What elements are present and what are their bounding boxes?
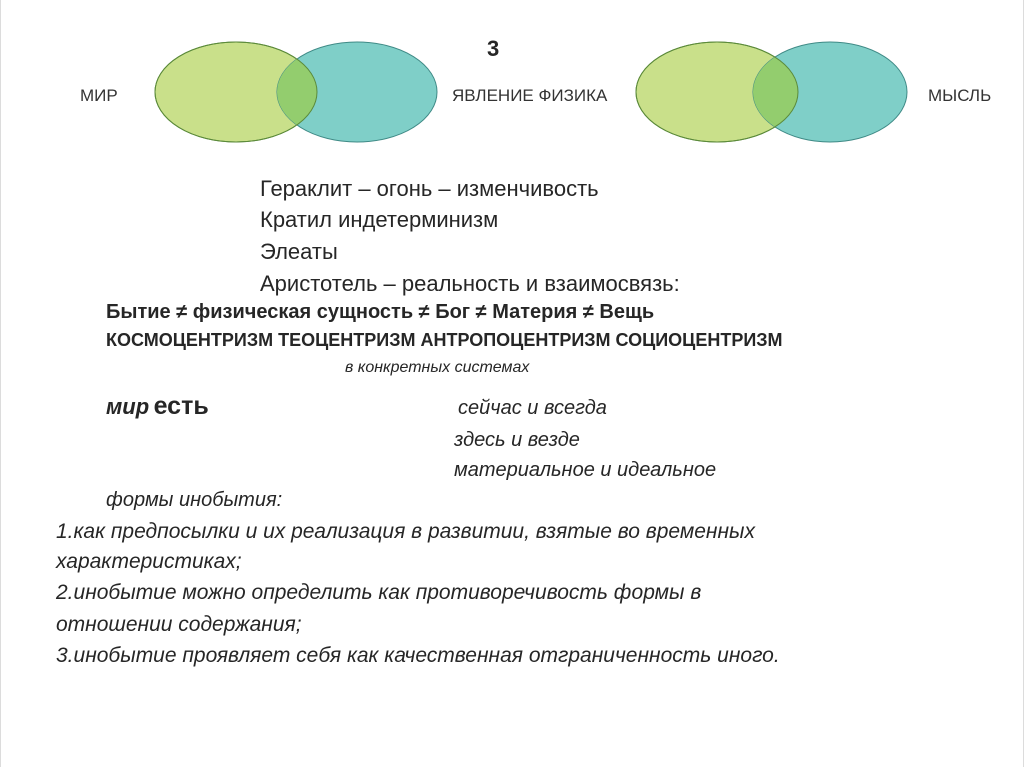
- world-est: есть: [153, 392, 209, 420]
- venn-diagrams: [0, 0, 1024, 170]
- philosopher-line: Кратил индетерминизм: [260, 207, 499, 232]
- world-quality: сейчас и всегда: [458, 397, 607, 419]
- world-heading: [106, 392, 209, 421]
- philosopher-line: Аристотель – реальность и взаимосвязь:: [260, 271, 680, 296]
- philosopher-line: Гераклит – огонь – изменчивость: [260, 176, 599, 201]
- slide-number: 3: [487, 36, 500, 61]
- forms-line: 1.как предпосылки и их реализация в развитии, взятые во временных: [56, 520, 755, 543]
- forms-line: отношении содержания;: [56, 613, 302, 636]
- forms-line: 2.инобытие можно определить как противоречивость формы в: [56, 581, 702, 604]
- world-quality: материальное и идеальное: [454, 459, 717, 481]
- being-statement: Бытие ≠ физическая сущность ≠ Бог ≠ Материя ≠ Вещь: [106, 301, 655, 323]
- world-quality: здесь и везде: [454, 429, 580, 451]
- world-mir: мир: [106, 394, 150, 419]
- venn-label-mir: МИР: [80, 86, 118, 105]
- venn-label-mysl: МЫСЛЬ: [928, 86, 992, 105]
- philosopher-line: Элеаты: [260, 239, 338, 264]
- venn-label-center: ЯВЛЕНИЕ ФИЗИКА: [452, 86, 608, 105]
- centrisms-line: КОСМОЦЕНТРИЗМ ТЕОЦЕНТРИЗМ АНТРОПОЦЕНТРИЗМ СОЦИОЦЕНТРИЗМ: [106, 330, 783, 350]
- systems-note: в конкретных системах: [345, 359, 530, 376]
- forms-title: формы инобытия:: [106, 489, 283, 511]
- forms-line: характеристиках;: [56, 550, 242, 573]
- forms-line: 3.инобытие проявляет себя как качественная отграниченность иного.: [56, 644, 780, 667]
